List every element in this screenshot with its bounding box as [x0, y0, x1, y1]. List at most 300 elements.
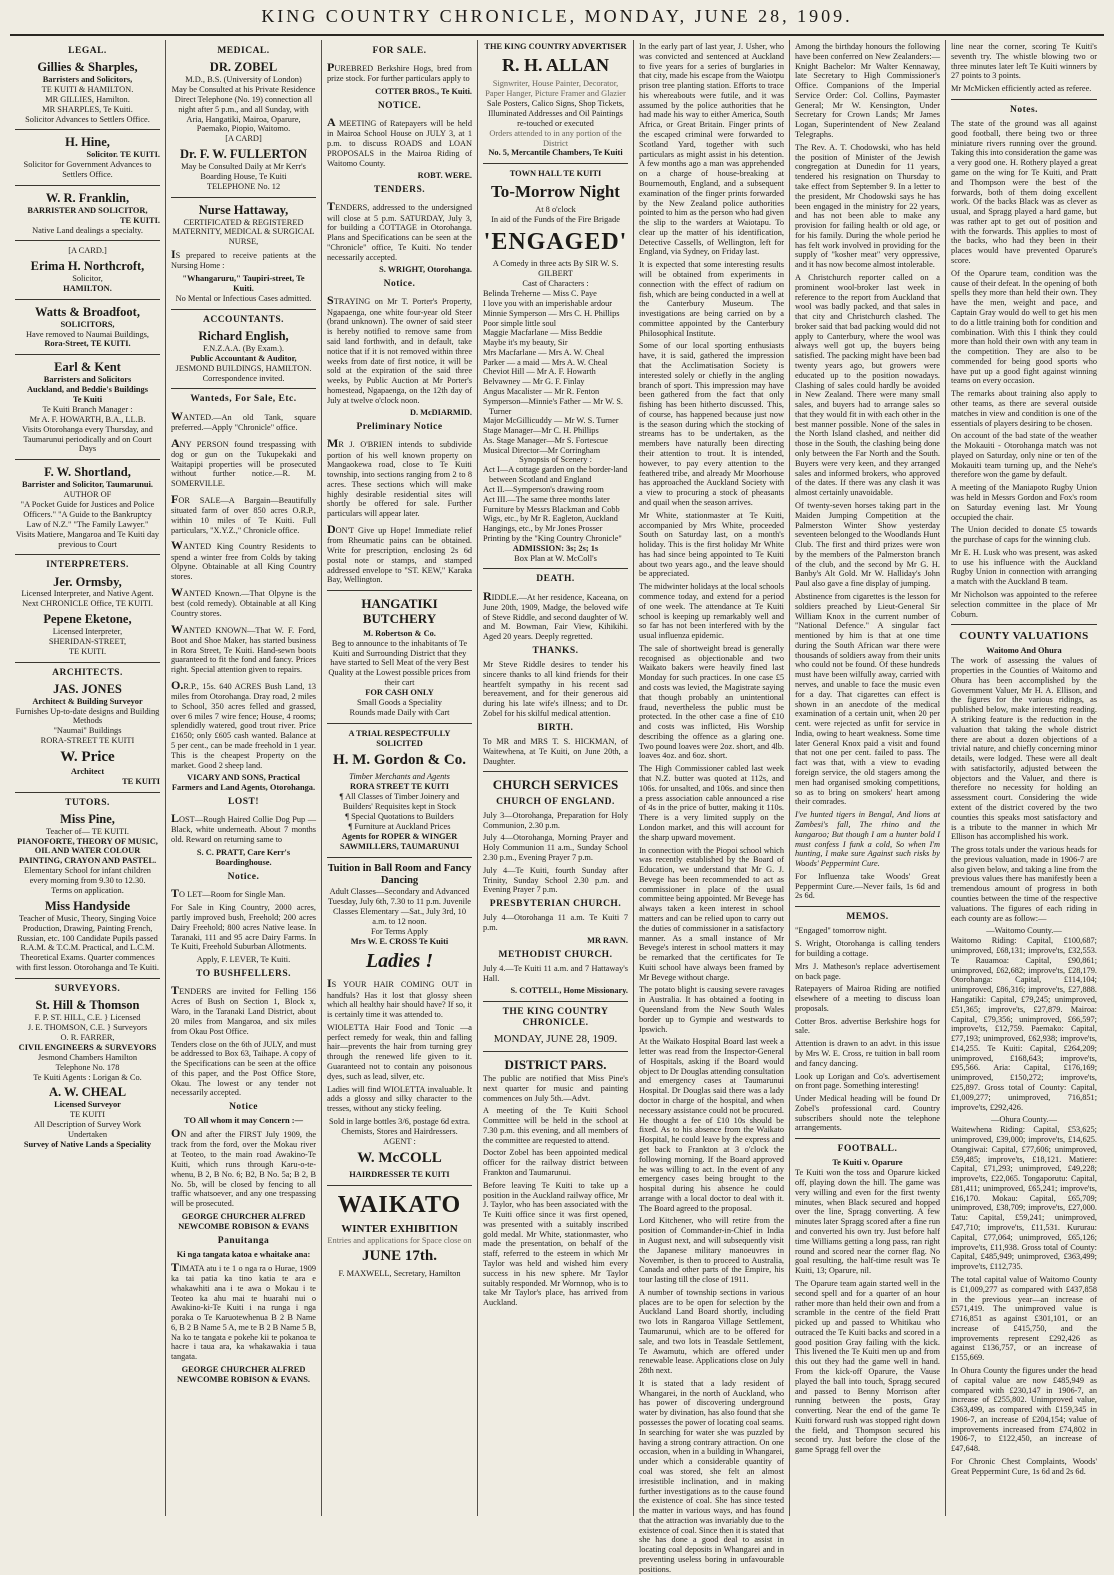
advert-line: For Terms Apply	[371, 927, 428, 937]
advert-name: St. Hill & Thomson	[35, 998, 140, 1013]
divider	[795, 906, 940, 907]
classified-ad: ON and after the FIRST July 1909, the track from the ford, over the Mokau river at Teoteo, to the main road Awakino-Te Kuiti, which runs through Karu-o-te-whenu, B 2, B No. 6; B2, B No. 5a; B 2, B No. 5b, will be closed by fencing to all traffic whatsoever, and any one trespassing will be prosecuted.	[171, 1126, 316, 1209]
classified-ad: O.R.P., 15s. 640 ACRES Bush Land, 13 miles from Otorohanga. Dray road, 2 miles to School, 350 acres felled and grassed, over 6 miles 7 wire fence; House, 4 rooms; splendidly watered, good trout river. Price £1650; only £605 cash wanted. Balance at 5 per cent., can be made freehold in 1 year. This is the cheapest Property on the market. Good 2 sheep land.	[171, 677, 316, 770]
advert-name: Dr. F. W. FULLERTON	[180, 147, 307, 162]
classified-ad: PUREBRED Berkshire Hogs, bred from prize stock. For further particulars apply to	[327, 60, 472, 84]
classified-ad: WANTED KNOWN—That W. F. Ford, Boot and Shoe Maker, has started business in Rora Street, Te Kuiti. Hand-sewn boots guaranteed to fit the fond and fancy. Prices right. Special attention given to repairs.	[171, 621, 316, 675]
news-paragraph: For Chronic Chest Complaints, Woods' Great Peppermint Cure, 1s 6d and 2s 6d.	[951, 1457, 1097, 1476]
divider	[483, 771, 628, 772]
advert-body: IS prepared to receive patients at the Nursing Home :	[171, 247, 316, 271]
advert-name: A. W. CHEAL	[48, 1085, 127, 1100]
advert-line: TELEPHONE No. 12	[206, 181, 281, 191]
news-paragraph: Before leaving Te Kuiti to take up a position in the Auckland railway office, Mr J. Taylor, who has been associated with the Te Kuiti office since it was first opened, was presented with a suitably inscribed gold medal. Mr White, stationmaster, who made the presentation, on behalf of the staff, referred to the esteem in which Mr Taylor was held and wished him every success in his new sphere. Mr Taylor suitably responded. Mr Wornnop, who is to take Mr Taylor's place, has arrived from Auckland.	[483, 1180, 628, 1308]
news-paragraph: On account of the bad state of the weather the Mokauiti - Otorohanga match was not played on Saturday, only nine or ten of the Mokauiti team turning up, and the Nehe's therefore won the game by default.	[951, 431, 1097, 480]
classified-ad: WANTED.—An old Tank, square preferred.—Apply "Chronicle" office.	[171, 408, 316, 432]
advert-line: Adult Classes—Secondary and Advanced Tuesday, July 6th, 7.30 to 11 p.m. Juvenile Classes Elementary —Sat., July 3rd, 10 a.m. to 12 noon.	[327, 887, 472, 927]
divider	[951, 624, 1097, 625]
advert-line: TE KUITI.	[68, 646, 107, 656]
column-legal	[10, 40, 166, 1516]
advert-headline: HANGATIKI BUTCHERY	[361, 596, 438, 627]
advert-body: IS YOUR HAIR COMING OUT in handfuls? Has it lost that glossy sheen which all healthy hair should have? If so, it is certainly time it was attended to.	[327, 976, 472, 1020]
divider	[483, 163, 628, 164]
section-heading: TUTORS.	[65, 797, 110, 808]
divider	[327, 723, 472, 724]
column-news-2	[790, 40, 946, 1516]
advert-line: Public Accountant & Auditor,	[190, 353, 297, 363]
advert-name: F. W. Shortland,	[44, 465, 131, 480]
advert-line: "A Pocket Guide for Justices and Police Officers." "A Guide to the Bankruptcy Law of N.Z." "The Family Lawyer."	[20, 499, 155, 529]
advert-signature: D. McDIARMID.	[410, 408, 472, 418]
advert-line: Teacher of Music, Theory, Singing Voice Production, Drawing, Painting French, Russian, etc. 100 Candidate Pupils passed R.A.M. & T.C.M. Practical, and L.C.M. Theoretical Exams. Quarter commences with first lesson. Otorohanga and Te Kuiti.	[15, 913, 159, 973]
column-sport-valuations	[946, 40, 1102, 1516]
advert-name: Erima H. Northcroft,	[30, 259, 145, 274]
advert-line: F. MAXWELL, Secretary, Hamilton	[338, 1269, 461, 1279]
advert-line: HAIRDRESSER TE KUITI	[349, 1170, 450, 1180]
advert-line: Architect	[70, 766, 105, 776]
advert-line: Entries and applications for Space close on	[327, 1235, 472, 1245]
news-paragraph: In connection with the Piopoi school which was recently established by the Board of Education, we understand that Mr G. J. Bevege has been recommended to act as commissioner in place of the usual committee being appointed. Mr Bevege has always taken a keen interest in school matters and can be relied upon to carry out the duties of commissioner in a satisfactory manner. As a small instance of Mr Bevege's interest in school matters it may be remarked that the certificates for Te Kuiti school have always been framed by Mr Bevege without charge.	[639, 845, 784, 982]
advert-line: Mr A. F. HOWARTH, B.A., LL.B.	[29, 414, 146, 424]
advert-line: GEORGE CHURCHER ALFRED NEWCOMBE ROBISON & EVANS	[178, 1211, 309, 1231]
advert-line: PIANOFORTE, THEORY OF MUSIC, OIL AND WATER COLOUR PAINTING, CRAYON AND PASTEL.	[17, 836, 158, 866]
scenery-list	[483, 465, 628, 543]
news-paragraph: In the early part of last year, J. Usher, who was convicted and sentenced at Auckland to five years for a series of burglaries in that city, made his escape from the Waiotpu prison tree planting station. Efforts to trace his whereabouts were futile, and it was assumed by the police authorities that he had made his way to either America, South Africa, or Great Britain. Finger prints of the escaped criminal were forwarded to Scotland Yard, together with such particulars as might assist in his detention. A few months ago a man was apprehended on a charge of house-breaking at Bournemouth, England, and a subsequent examination of the finger prints forwarded by the New Zealand police authorities pointed to him as the person who had given the slip to the warders at Waiotapu. To clear up the matter of his identification, Detective Cassells, of Wellington, left for England, via Sydney, on Friday last.	[639, 42, 784, 257]
advert-line: TE KUITI	[69, 1110, 106, 1120]
advert-name: Pepene Eketone,	[43, 612, 132, 627]
advert-line: J. E. THOMSON, C.E. } Surveyors	[27, 1023, 148, 1033]
advert-line: ¶ All Classes of Timber Joinery and Builders' Requisites kept in Stock	[339, 792, 460, 812]
advert-line: TO All whom it may Concern :—	[184, 1116, 303, 1126]
advert-line: JESMOND BUILDINGS, HAMILTON.	[175, 363, 312, 373]
advert-line: Auckland, and Beddie's Buildings	[26, 385, 149, 395]
advert-line: At 8 o'clock	[535, 205, 576, 215]
classified-ad: MR J. O'BRIEN intends to subdivide portion of his well known property on Mangaokewa road, close to Te Kuiti township, into sections ranging from 2 to 8 acres. These sections which will make highly desirable residential sites will shortly be offered for sale. Further particulars will appear later.	[327, 436, 472, 519]
divider	[15, 792, 160, 793]
classified-ad: TO LET—Room for Single Man.	[171, 886, 286, 901]
advert-headline: To-Morrow Night	[491, 182, 620, 202]
advert-line: SHERIDAN-STREET,	[48, 636, 127, 646]
news-paragraph: Abstinence from cigarettes is the lesson for soldiers preached by Lieut-General Sir William Knox in the current number of "National Defence." A singular fact mentioned by him is that at one time during the South African war there were thousands of soldiers away from their units who could not be found. Of these hundreds must have been wilfully away, carried with nerves, and unable to face the music even for a day. That cigarettes can effect is shown in an anecdote of the medical examination of a certain unit, when 20 per cent. were rejected as unfit for service in India, owing to heart weakness. Some time later General Knox paid a visit and found that not one per cent. failed to pass. The fact was that, with a view to evading foreign service, the old stagers among the men had organised smoking competitions, so as to bring on smokers' heart among their comrades.	[795, 591, 940, 807]
news-paragraph: The High Commissioner cabled last week that N.Z. butter was quoted at 112s, and 106s. for unsalted, and 106s. and since then a press association cable announced a rise of 4s in the price of butter, making it 110s. There is a very limited supply on the London market, and this will account for the sharp upward movement.	[639, 764, 784, 842]
section-heading: THANKS.	[532, 645, 579, 656]
advert-headline: H. M. Gordon & Co.	[333, 751, 466, 768]
notice-body: July 3—Otorohanga, Preparation for Holy Communion, 2.30 p.m.	[483, 810, 628, 830]
news-paragraph: Mr E. H. Lusk who was present, was asked to use his influence with the Auckland Rugby Union in connection with arranging a match with the Auckland B team.	[951, 547, 1097, 587]
cast-item: Belvawney — Mr G. F. Finlay	[483, 377, 585, 387]
advert-line: Barrister and Solicitor, Taumarunui.	[22, 480, 153, 490]
newspaper-title: THE KING COUNTRY CHRONICLE.	[502, 1007, 609, 1029]
advert-headline: 'ENGAGED'	[483, 229, 628, 256]
advert-line: SOLICITORS,	[60, 319, 115, 329]
advert-line: AGENT :	[383, 1136, 416, 1146]
section-heading: Notice.	[227, 871, 260, 882]
advert-line: No Mental or Infectious Cases admitted.	[175, 293, 312, 303]
news-paragraph: Lord Kitchener, who will retire from the position of Commander-in-Chief in India in August next, and will subsequently visit the Japanese military manoeuvres in November, is then to proceed to Australia, Canada and other parts of the Empire, his tour lasting till the close of 1911.	[639, 1216, 784, 1285]
news-paragraph: A Christchurch reporter called on a prominent wool-broker last week in reference to the report from Auckland that wool was badly packed, and that sales in that city and Christchurch clashed. The broker said that bad packing would did not apply to Canterbury, where the wool was always well got up, the buyers being satisfied. The packing might have been bad twenty years ago, but growers were educated up to the position nowadays. Clashing of sales could hardly be avoided in New Zealand. There were many small sales, and buyers had to arrange sales so that they would fit in with each other in the best manner possible. None of the sales in the North Island clashed, and neither did those in the South, the clashing being done only between the Far North and the South. Buyers were very keen, and they arranged sales and informed brokers, who approved of the dates. If there was any clash it was almost certainly unavoidable.	[795, 272, 940, 498]
advert-name: Richard English,	[198, 329, 289, 344]
section-heading: Wanteds, For Sale, Etc.	[190, 394, 297, 405]
notice-body: July 4—Otorohanga 11 a.m. Te Kuiti 7 p.m.	[483, 913, 628, 933]
county-heading: —Waitomo County.—	[986, 926, 1062, 936]
news-paragraph: The Union decided to donate £5 towards the purchase of caps for the winning club.	[951, 525, 1097, 545]
advert-line: [A CARD]	[225, 134, 262, 144]
notice-body: July 4—Otorohanga, Morning Prayer and Holy Communion 11 a.m., Sunday School 2.30 p.m., Evening Prayer 7 p.m.	[483, 833, 628, 863]
classified-ad: DON'T Give up Hope! Immediate relief from Rheumatic pains can be obtained. Write for prescription, enclosing 2s 6d postal note or stamps, and stamped addressed envelope to "ST. KEW," Karaka Bay, Wellington.	[327, 522, 472, 585]
advert-line: Small Goods a Speciality	[357, 698, 442, 708]
advert-line: RORA STREET TE KUITI	[349, 782, 450, 792]
news-paragraph: The Oparure team again started well in the second spell and for a quarter of an hour rather more than held their own and from a scramble in the centre of the field Pratt picked up and passed to Whitikau who outraced the Te Kuiti backs and scored in a good position Gray failing with the kick. This livened the Te Kuiti men up and from this out they had the game well in hand. From the kick-off Oparure, the Vause played the ball into touch, Spragg secured and passed to Benny Morrison after running between the posts, Gray converting. Near the end of the game Te Kuiti forward rush was stopped right down the field, and Thompson secured his second try. Just before the close of the game Spragg fell over the	[795, 1278, 940, 1455]
advert-signature: ROBT. WERE.	[417, 171, 472, 181]
advert-line: May be Consulted Daily at Mr Kerr's Boarding House, Te Kuiti	[181, 162, 306, 181]
advert-line: Architect & Building Surveyor	[32, 696, 143, 706]
memo-item: Cotter Bros. advertise Berkshire hogs for sale.	[795, 1016, 940, 1036]
notice-body: To MR and MRS T. S. HICKMAN, of Waitewhena, at Te Kuiti, on June 20th, a Daughter.	[483, 737, 628, 766]
advert-signature: S. COTTELL, Home Missionary.	[510, 986, 628, 996]
column-medical	[166, 40, 322, 1516]
advert-line: O. R. FARRER,	[60, 1032, 115, 1042]
cast-item: Mrs Macfarlane — Mrs A. W. Cheal	[483, 347, 605, 357]
advert-name: Nurse Hattaway,	[198, 202, 289, 217]
advert-line: THE KING COUNTRY ADVERTISER	[484, 42, 627, 51]
news-paragraph: It is expected that some interesting results will be obtained from experiments in connection with the effect of radium on fish, which are being conducted in a well at the Canterbury Museum. The investigations are being carried on by a committee appointed by the Canterbury Philosophical Institute.	[639, 260, 784, 338]
news-paragraph: It is stated that a lady resident of Whangarei, in the north of Auckland, who has power of discovering underground water by divination, has also found that she possesses the power of locating coal seams. In searching for water she was puzzled by having a strong contrary attraction. On one occasion, when in a building in Whangarei, under which a considerable quantity of coal was stored, she felt an almost irresistible inclination, and in making further investigations as to the cause found the existence of coal. She has since tested the matter in various ways, and has found that the attraction was invariably due to the existence of coal. Since then it is stated that she has done a good deal to assist in locating coal deposits in Whangarei and in preventing useless boring in unfavourable positions.	[639, 1378, 784, 1574]
divider	[15, 354, 160, 355]
news-paragraph: Doctor Zobel has been appointed medical officer for the railway district between Frankton and Taumarunui.	[483, 1148, 628, 1177]
section-heading: NOTICE.	[377, 100, 422, 111]
column-notices	[322, 40, 478, 1516]
notice-body: July 4.—Te Kuiti 11 a.m. and 7 Hattaway's Hall.	[483, 963, 628, 983]
classified-ad: TENDERS, addressed to the undersigned will close at 5 p.m. SATURDAY, July 3, for building a COTTAGE in Otorohanga. Plans and Specifications can be seen at the "Chronicle" office, Te Kuiti. No tender necessarily accepted.	[327, 199, 472, 262]
advert-line: Orders attended to in any portion of the District	[489, 128, 622, 148]
section-heading: COUNTY VALUATIONS	[959, 630, 1089, 643]
news-paragraph: line near the corner, scoring Te Kuiti's seventh try. The whistle blowing two or three minutes later left Te Kuiti winners by 27 points to 3 points.	[951, 42, 1097, 81]
masthead: KING COUNTRY CHRONICLE, MONDAY, JUNE 28, 1909.	[10, 6, 1104, 36]
cast-item: Poor simple little soul	[483, 318, 557, 328]
classified-ad: WANTED Known.—That Olpyne is the best (cold remedy). Obtainable at all King Country stores.	[171, 584, 316, 618]
advert-name: H. Hine,	[65, 135, 110, 150]
advert-line: TE KUITI & HAMILTON.	[41, 84, 134, 94]
advert-headline: Tuition in Ball Room and Fancy Dancing	[327, 862, 472, 887]
divider	[483, 1001, 628, 1002]
advert-line: Visits Matiere, Mangaroa and Te Kuiti day previous to Court	[15, 529, 160, 549]
advert-headline: JUNE 17th.	[361, 1248, 437, 1265]
news-paragraph: Mr Nicholson was appointed to the referee selection committee in the place of Mr Coburn.	[951, 590, 1097, 619]
advert-line: Rora-Street, TE KUITI.	[44, 339, 131, 349]
news-paragraph: In Ohura County the figures under the head of capital value are now £485,949 as compared with £230,147 in 1906-7, an increase of £255,802. Unimproved value, £363,499, as compared with £159,345 in 1906-7, an increase of £204,154; value of improvements increased from £74,802 in 1906-7, to £122,450, an increase of £47,648.	[951, 1365, 1097, 1454]
advert-line: Jesmond Chambers Hamilton	[37, 1052, 138, 1062]
advert-line: Visits Otorohanga every Thursday, and Taumarunui periodically and on Court Days	[22, 424, 153, 454]
advert-line: CIVIL ENGINEERS & SURVEYORS	[18, 1042, 157, 1052]
divider	[327, 590, 472, 591]
advert-line: Synopsis of Scenery :	[519, 455, 592, 465]
classified-ad: A MEETING of Ratepayers will be held in Mairoa School House on JULY 3, at 1 p.m. to discuss ROADS and LOAN PROPOSALS in the Mairoa Riding of Waitomo County.	[327, 115, 472, 168]
section-heading: CHURCH OF ENGLAND.	[496, 796, 615, 807]
notice-body: Mr Steve Riddle desires to tender his sincere thanks to all kind friends for their heartfelt sympathy in his recent sad bereavement, and for their generous aid during his late wife's illness; and to Dr. Zobel for his skilful medical attention.	[483, 660, 628, 719]
scenery-item: Furniture by Messrs Blackman and Cobb	[483, 504, 620, 514]
advert-line: VICARY AND SONS, Practical Farmers and Land Agents, Otorohanga.	[171, 773, 316, 793]
news-paragraph: The potato blight is causing severe ravages in Australia. It has obtained a footing in Queensland from the New South Wales border up to Gympie and westwards to Ipswich.	[639, 985, 784, 1034]
scenery-item: Act I—A cottage garden on the border-land between Scotland and England	[483, 465, 628, 485]
advert-line: MR GILLIES, Hamilton.	[45, 94, 130, 104]
section-heading: FOR SALE.	[372, 46, 427, 56]
advert-line: FOR CASH ONLY	[365, 688, 434, 698]
section-heading: LEGAL.	[68, 46, 107, 56]
section-heading: CHURCH SERVICES	[492, 777, 619, 793]
cast-item: I love you with an imperishable ardour	[483, 298, 613, 308]
valuation-figures: Waitomo Riding: Capital, £100,687; unimproved, £68,131; improve'ts, £32,553. Te Rauamoa: Capital, £90,861; unimproved, £62,682; improve'ts, £28,179. Otorohanga: Capital, £114,104; unimproved, £86,316; improve'ts, £27,888. Hangatiki: Capital, £79,245; unimproved, £51,365; improve'ts, £27,879. Mairoa: Capital, £79,356; unimproved, £66,597; improve'ts, £12,759. Paemako: Capital, £77,193; unimproved, £62,938; improve'ts, £14,255. Te Kuiti: Capital, £264,209; unimproved, £168,643; improve'ts, £95,566. Aria: Capital, £176,169; unimproved, £150,272; improve'ts, £25,897. Gross total of County: Capital, £1,009,277; unimproved, 716,851; improve'ts, £292,426.	[951, 936, 1097, 1112]
news-paragraph: The total capital value of Waitomo County is £1,009,277 as compared with £437,858 in the previous year—an increase of £571,419. The unimproved value is £716,851 as against £301,101, or an increase of £415,750, and the improvements represent £292,426 as against £136,757, or an increase of £155,669.	[951, 1274, 1097, 1363]
advert-line: Sale Posters, Calico Signs, Shop Tickets, Illuminated Addresses and Oil Paintings re-touched or executed	[486, 98, 625, 128]
column-advertiser	[478, 40, 634, 1516]
county-heading: —Ohura County.—	[991, 1115, 1057, 1125]
advert-line: F. P. ST. HILL, C.E. } Licensed	[34, 1013, 141, 1023]
advert-name: Earl & Kent	[54, 360, 121, 375]
article-subheading: Waitomo And Ohura	[986, 646, 1062, 656]
advert-line: Survey of Native Lands a Speciality	[23, 1139, 152, 1149]
cast-item: Stage Manager—Mr C. H. Phillips	[483, 426, 599, 436]
notice-body: RIDDLE.—At her residence, Kaceana, on June 20th, 1909, Madge, the beloved wife of Steve Riddle, and second daughter of W. and M. Bowman, Fair View, Kihikihi. Aged 20 years. Deeply regretted.	[483, 588, 628, 642]
advert-line: M.D., B.S. (University of London)	[185, 74, 302, 84]
news-paragraph: The Rev. A. T. Chodowski, who has held the position of Minister of the Jewish congregation at Dunedin for 11 years, tendered his resignation on Thursday to take effect from September 9. In a letter to the president, Mr Chodowski says he has been engaged in the ministry for 22 years, and has not been able to make any provision for failing health or old age, or for his family. During the whole period he has felt work involved in providing for the supply of "kosher meat" very oppressive, and it has now become almost intolerable.	[795, 142, 940, 270]
advert-line: Native Land dealings a specialty.	[32, 225, 143, 235]
advert-line: Licensed Interpreter, and Native Agent.	[21, 589, 154, 599]
memo-item: Attention is drawn to an advt. in this issue by Mrs W. E. Cross, re tuition in ball room and fancy dancing.	[795, 1039, 940, 1068]
advert-name: Miss Handyside	[44, 898, 131, 913]
classified-ad: TIMATA atu i te 1 o nga ra o Hurae, 1909 ka tai patia ka tino katia te ara e whakawhiti ana i te awa o Mokau i te Teoteo ka ahu mai te huarahi nui o Awakino-ki-Te Kuiti i na runga i nga poraka o Te Karuotewhenua B 2 B Name 6, B 2 B Name 5 A, me te B 2 B Name 5 B, Na ko te tangata e pokehe kii te pokanoa te hacre i taua ara, ka whakawakia i taua tangata.	[171, 1259, 316, 1362]
memo-item: Under Medical heading will be found Dr Zobel's professional card. Country subscribers should note the telephone arrangements.	[795, 1094, 940, 1133]
advert-line: S. C. PRATT, Care Kerr's Boardinghouse.	[196, 848, 291, 867]
cast-item: Minnie Symperson — Mrs C. H. Phillips	[483, 308, 620, 318]
advert-line: RORA-STREET TE KUITI	[40, 736, 135, 746]
advert-line: Te Kuiti Branch Manager :	[42, 404, 133, 414]
advert-line: Correspondence invited.	[202, 373, 285, 383]
cast-item: Cheviot Hill — Mr A. F. Howarth	[483, 367, 596, 377]
advert-line: Teacher of— TE KUITI.	[46, 826, 129, 836]
cast-item: Angus Macalister — Mr R. Fenton	[483, 387, 600, 396]
advert-line: Telephone No. 178	[55, 1062, 120, 1072]
divider	[15, 240, 160, 241]
scenery-item: Printing by the "King Country Chronicle"	[483, 533, 622, 543]
cast-item: Major McGillicuddy — Mr W. S. Turner	[483, 416, 619, 426]
advert-line: Signwriter, House Painter, Decorator, Paper Hanger, Picture Framer and Glazier	[485, 79, 626, 99]
news-paragraph: The sale of shortweight bread is generally recognised as objectionable and two Waikato bakers were heavily fined last Monday for such practices. In one case £5 and costs was levied, the Magistrate saying that though probably an unintentional fraud, nevertheless the public must be protected. In the other case a fine of £10 and costs was inflicted, His Worship describing the offence as a glaring one. Two pound loaves were 2oz. short, and 4lb. loaves 4oz. and 6oz. short.	[639, 643, 784, 761]
section-heading: BIRTH.	[537, 722, 574, 733]
divider	[327, 857, 472, 858]
classified-ad: TENDERS are invited for Felling 156 Acres of Bush on Section 1, Block x, Waro, in the Taranaki Land District, about 20 miles from Mangaroa, and six miles from Okau Post Office.	[171, 983, 316, 1036]
advert-body: Ladies will find WIOLETTA invaluable. It adds a glossy and silky character to the tresses, without any sticky feeling.	[327, 1084, 472, 1114]
classified-ad: FOR SALE—A Bargain—Beautifully situated farm of over 850 acres O.R.P., within 10 miles of Te Kuiti. Full particulars, "X.Y.Z.," Chronicle office.	[171, 491, 316, 535]
advert-line: "Naumai" Buildings	[53, 726, 122, 736]
news-paragraph: The public are notified that Miss Pine's next quarter for music and painting commences on July 5th.—Advt.	[483, 1073, 628, 1103]
news-paragraph: Among the birthday honours the following have been conferred on New Zealanders:—Knight Bachelor: Mr Walter Kennaway, late Secretary to High Commissioner's Office. Companions of the Imperial Service Order: Col. Collins, Paymaster General; Mr W. Kensington, Under Secretary for Crown Lands; Mr James Logan, Superintendent of New Zealand Telegraphs.	[795, 42, 940, 140]
memo-item: Look up Lorigan and Co's. advertisement on front page. Something interesting!	[795, 1071, 940, 1091]
memo-item: Mrs J. Matheson's replace advertisement on back page.	[795, 961, 940, 981]
section-heading: TENDERS.	[373, 185, 426, 196]
cast-item: Belinda Treherne — Miss C. Paye	[483, 289, 597, 299]
section-heading: LOST!	[227, 797, 259, 808]
advert-line: Apply, F. LEVER, Te Kuiti.	[196, 955, 291, 965]
advert-line: Te Kuiti	[72, 394, 103, 404]
advert-body: WIOLETTA Hair Food and Tonic —a perfect remedy for weak, thin and falling hair—prevents the hair from turning grey through the renewed life given to it. Guaranteed not to contain any poisonous dyes, such as lead, silver, etc.	[327, 1022, 472, 1081]
advert-name: JAS. JONES	[53, 681, 122, 696]
advert-headline: Ladies !	[365, 949, 434, 972]
advert-line: TOWN HALL TE KUITI	[509, 169, 602, 179]
advert-line: Have removed to Naumai Buildings,	[25, 329, 150, 339]
columns	[10, 40, 1104, 1574]
news-paragraph: Mr White, stationmaster at Te Kuiti, accompanied by Mrs White, proceeded South on Saturday last, on a month's holiday. This is the first holiday Mr White has had since being appointed to Te Kuiti about two years ago., and the leave should be appreciated.	[639, 510, 784, 579]
cast-item: Parker — a maid — Mrs A. W. Cheal	[483, 357, 608, 367]
advert-line: Sold in large bottles 3/6, postage 6d extra. Chemists, Stores and Hairdressers.	[328, 1116, 471, 1136]
memo-item: "Engaged" tomorrow night.	[795, 926, 887, 936]
match-heading: Te Kuiti v. Oparure	[832, 1158, 903, 1168]
news-paragraph: Mr McMicken efficiently acted as referee.	[951, 84, 1092, 94]
news-paragraph: Of the Oparure team, condition was the cause of their defeat. In the opening of both spells they more than held their own. They have the men, weight and pace, and Captain Gray would do well to get his men to do a little training both for condition and combination. With this I think they could more than hold their own with any team in the competition. They are also to be commended for being good sports who have put up a good fight against winning teams on every occasion.	[951, 268, 1097, 386]
news-paragraph: For Influenza take Woods' Great Peppermint Cure.—Never fails, 1s 6d and 2s 6d.	[795, 871, 940, 901]
advert-line: May be Consulted at his Private Residence	[171, 84, 316, 94]
advert-name: W. Price	[60, 749, 115, 766]
advert-line: Next CHRONICLE Office, TE KUITI.	[22, 599, 153, 609]
advert-line: ¶ Furniture at Auckland Prices	[348, 821, 451, 831]
divider	[483, 568, 628, 569]
section-heading: Panuitanga	[217, 1235, 270, 1246]
advert-headline: R. H. ALLAN	[501, 54, 609, 75]
advert-headline: W. McCOLL	[357, 1149, 442, 1166]
advert-name: Watts & Broadfoot,	[35, 304, 140, 319]
advert-line: HAMILTON.	[63, 283, 112, 293]
news-paragraph: At the Waikato Hospital Board last week a letter was read from the Inspector-General of Hospitals, asking if the Board would object to Dr Douglas attending consultation and emergency cases at Taumarunui Hospital. Dr Douglas said there was a lady doctor in charge of the hospital, and when necessary assistance could not be procured. He thought a fee of £10 10s should be fixed. As to his absence from the Waikato Hospital, he could leave by the express and get back to Frankton at 3 o'clock the following morning. If the Board approved he was willing to act. In the event of any emergency cases being brought to the hospital during his absence he could arrange with a local doctor to deal with it. The Board agreed to the proposal.	[639, 1037, 784, 1213]
advert-line: ADMISSION: 3s; 2s; 1s	[512, 543, 599, 553]
divider	[15, 129, 160, 130]
classified-ad: For Sale in King Country, 2000 acres, partly improved bush, Freehold; 200 acres Dairy Freehold; 800 acres Native lease. In Taranaki, 111 and 95 acre Dairy Farms. In Te Kuiti, Freehold Suburban Allotments.	[171, 903, 316, 952]
advert-line: No. 5, Mercantile Chambers, Te Kuiti	[488, 148, 623, 158]
section-heading: Preliminary Notice	[356, 422, 443, 433]
scenery-item: Wigs, etc., by Mr R. Eagleton, Auckland	[483, 514, 618, 524]
divider	[171, 309, 316, 310]
section-heading: Notes.	[1009, 104, 1039, 115]
advert-line: WINTER EXHIBITION	[341, 1222, 458, 1235]
valuation-figures: Waitewhena Riding: Capital, £53,625; unimproved, £39,000; improve'ts, £14,625. Otangiwai: Capital, £77,606; unimproved, £59,485; improve'ts, £18,121. Matiere: Capital, £71,293; unimproved, £49,228; improve'ts, £22,065. Tongaporutu: Capital, £81,411; unimproved, £65,241; improve'ts, £16,170. Mokau: Capital, £65,709; unimproved, £38,709; improve'ts, £27,000. Tatu: Capital, £59,241; unimproved, £47,710; improve'ts, £11,531. Kururau: Capital, £77,064; unimproved, £65,126; improve'ts, £11,938. Gross total of County: Capital, £485,949; unimproved, £363,499; improve'ts, £112,735.	[951, 1125, 1097, 1272]
section-heading: ACCOUNTANTS.	[202, 314, 285, 325]
section-heading: FOOTBALL.	[837, 1144, 898, 1155]
divider	[795, 1138, 940, 1139]
scenery-item: Act III.—The same three months later	[483, 494, 610, 504]
news-paragraph: A number of township sections in various places are to be open for selection by the Auckland Land Board shortly, including two lots in Rangaroa Village Settlement, Taumarunui, which are to be offered for sale, and two lots in Teasdale Settlement, Te Awamutu, which are offered under renewable lease. Applications close on July 28th next.	[639, 1287, 784, 1376]
advert-line: Barristers and Solicitors	[43, 375, 132, 385]
advert-line: Agents for ROPER & WINGER SAWMILLERS, TAUMARUNUI	[339, 831, 460, 851]
divider	[15, 662, 160, 663]
advert-line: Terms on application.	[51, 886, 124, 896]
news-paragraph: Of twenty-seven horses taking part in the Maiden Jumping Competition at the Palmerston Winter Show yesterday seventeen belonged to the Woodlands Hunt Club. The first and third prizes were won by the members of the Palmerston branch of the club, and the second by Mr G. H. Banby's Alt Gold. Mr W. Halliday's John Paul also gave a fine display of jumping.	[795, 500, 940, 589]
section-heading: INTERPRETERS.	[46, 560, 129, 571]
advert-name: DR. ZOBEL	[209, 60, 278, 75]
advert-line: ¶ Special Quotations to Builders	[345, 812, 454, 822]
advert-signature: S. WRIGHT, Otorohanga.	[379, 265, 472, 275]
advert-line: Box Plan at W. McColl's	[514, 553, 597, 563]
advert-line: CERTIFICATED & REGISTERED MATERNITY, MEDICAL & SURGICAL NURSE,	[172, 217, 315, 247]
cast-item: Symperson—Minnie's Father — Mr W. S. Turner	[483, 396, 624, 416]
section-heading: DISTRICT PARS.	[504, 1056, 607, 1072]
advert-line: Solicitor for Government Advances to Settlers Office.	[23, 160, 152, 180]
news-paragraph: The work of assessing the values of properties in the Counties of Waitomo and Ohura has been accomplished by the Government Valuer, Mr H. A. Ellison, and the figures for the various ridings, as published below, make interesting reading. A striking feature is the reduction in the valuation that taking the whole district there are about a dozen objections of a trivial nature, and chiefly concerning minor details, were lodged. These were all dealt with satisfactorily, adjusted between the objectors and the Valuer, and there is therefore no necessity for holding an assessment court. Considering the wide extent of the district covered by the two counties this speaks most satisfactory and is a tribute to the manner in which Mr Ellison has accomplished his work.	[951, 656, 1097, 842]
news-paragraph: A meeting of the Maniapoto Rugby Union was held in Messrs Gordon and Fox's room on Saturday evening last. Mr Young occupied the chair.	[951, 483, 1097, 522]
news-paragraph: The gross totals under the various heads for the previous valuation, made in 1906-7 are also given below, and taking a line from the previous values there has manifestly been a tremendous amount of progress in both counties between the time of the respective valuations. The figures of each riding in each county are as follow:—	[951, 845, 1097, 923]
advert-line: BARRISTER AND SOLICITOR,	[27, 205, 148, 215]
divider	[15, 978, 160, 979]
advert-line: Solicitor. TE KUITI.	[86, 150, 160, 160]
advert-line: TE KUITI	[122, 776, 160, 786]
section-heading: MEMOS.	[846, 912, 889, 923]
advert-line: Ki nga tangata katoa e whaitake ana:	[176, 1249, 311, 1259]
advert-line: Furnishes Up-to-date designs and Building Methods	[15, 706, 160, 726]
section-heading: MEDICAL.	[217, 46, 270, 56]
advert-line: Mrs W. E. CROSS Te Kuiti	[350, 936, 449, 946]
advert-line: Cast of Characters :	[522, 279, 589, 289]
section-heading: DEATH.	[536, 574, 575, 585]
advert-line: Licensed Interpreter,	[52, 626, 123, 636]
advert-line: AUTHOR OF	[63, 490, 112, 500]
divider	[171, 388, 316, 389]
classified-ad: WANTED King Country Residents to spend a winter free from Colds by taking Olpyne. Obtainable at all King Country stores.	[171, 538, 316, 582]
classified-ad: Tenders close on the 6th of JULY, and must be addressed to Box 63, Taihape. A copy of the Specifications can be seen at the office of this paper, and the Post Office Store, Okau. The lowest or any tender not necessarily accepted.	[171, 1039, 316, 1098]
section-heading: METHODIST CHURCH.	[498, 949, 613, 960]
poem: I've hunted tigers in Bengal, And lions at Zambesi's fall, The rhino and the kangaroo; But though I am a hunter bold I must confess I funk a cold, So when I'm hunting, I make sure Against such risks by Woods' Peppermint Cure.	[795, 810, 940, 869]
advert-line: Barristers and Solicitors,	[42, 74, 133, 84]
cast-item: Musical Director—Mr Corringham	[483, 445, 601, 455]
notice-body: July 4—Te Kuiti, fourth Sunday after Trinity, Sunday School 2.30 p.m. and Evening Prayer 7 p.m.	[483, 865, 628, 895]
divider	[483, 1051, 628, 1052]
cast-item: Maybe it's my beauty, Sir	[483, 338, 568, 348]
advert-line: Solicitor Advances to Settlers Office.	[25, 114, 150, 124]
advert-line: A TRIAL RESPECTFULLY SOLICITED	[348, 728, 451, 748]
section-heading: Notice	[229, 1102, 258, 1113]
divider	[171, 197, 316, 198]
scenery-item: Hangings, etc., by Mr Jones Prosser	[483, 524, 603, 534]
advert-line: Solicitor,	[72, 274, 103, 284]
cast-item: Maggie Macfarlane — Miss Beddie	[483, 328, 603, 338]
news-paragraph: Some of our local sporting enthusiasts have, it is said, gathered the impression that the Acclimatisation Society is interested solely or chiefly in the angling branch of sport. This impression may have been gathered from the fact that only fishing has been hitherto discussed. This, of course, has happened because just now is the season during which the stocking of streams has to be undertaken, as the members have naturally been directing their attention to trout. It is intended, however, to pay every attention to the feathered tribe, and already Mr Moorhouse has approached the Auckland Society with a view to procuring a stock of pheasants and quail when the season arrives.	[639, 341, 784, 507]
advert-line: F.N.Z.A.A. (By Exam.).	[203, 343, 284, 353]
advert-line: Timber Merchants and Agents	[349, 772, 450, 782]
news-paragraph: The state of the ground was all against good football, there being two or three miniature rivers running over the ground. Taking this into consideration the game was a very good one. H. Rothery played a great game on the wing for Te Kuiti, and Pratt and Thompson were the best of the forwards, both of them doing excellent work. Of the backs Black was as clever as usual, and Spragg played a hard game, but was rather apt to get out of position and with the forwards. This applies to most of the backs, who had they been in their places would have prevented Oparure's score.	[951, 119, 1097, 266]
advert-line: [A CARD.]	[68, 246, 107, 256]
advert-line: All Description of Survey Work Undertaken	[33, 1120, 142, 1139]
advert-line: A Comedy in three acts By SIR W. S. GILBERT	[492, 259, 619, 279]
advert-line: TE KUITI.	[119, 215, 160, 225]
advert-name: Gillies & Sharples,	[37, 60, 138, 75]
news-paragraph: The midwinter holidays at the local schools commence today, and extend for a period of one week. The attendance at Te Kuiti school is keeping up remarkably well and so far has not been interfered with by the usual influenza epidemic.	[639, 582, 784, 641]
section-heading: PRESBYTERIAN CHURCH.	[489, 899, 622, 910]
advert-line: MR SHARPLES, Te Kuiti.	[42, 104, 133, 114]
memo-item: S. Wright, Otorohanga is calling tenders for building a cottage.	[795, 939, 940, 958]
news-paragraph: The remarks about training also apply to other teams, as there are several outside matches in view and condition is one of the essentials of players desiring to be chosen.	[951, 389, 1097, 428]
classified-ad: STRAYING on Mr T. Porter's Property, Ngapaenga, one white four-year old Steer (brand unknown). The owner of said steer is hereby notified to remove same from said land forthwith, and in default, take notice that if it is not removed within three weeks from date of first notice, it will be sold at the expiration of the said three weeks, by Public Auction at Mr Porter's homestead, Ngapaenga, on the 12th day of July at twelve o'clock noon.	[327, 293, 472, 405]
advert-name: W. R. Franklin,	[45, 190, 130, 205]
divider	[327, 1185, 472, 1186]
advert-line: Licensed Surveyor	[54, 1100, 121, 1110]
advert-signature: COTTER BROS., Te Kuiti.	[375, 87, 472, 97]
divider	[951, 99, 1097, 100]
scenery-item: Act II.—Symperson's drawing room	[483, 484, 604, 494]
section-heading: TO BUSHFELLERS.	[196, 969, 291, 980]
advert-name: Jer. Ormsby,	[53, 574, 122, 589]
section-heading: ARCHITECTS.	[52, 667, 123, 678]
advert-line: GEORGE CHURCHER ALFRED NEWCOMBE ROBISON & EVANS.	[177, 1365, 310, 1384]
issue-date: MONDAY, JUNE 28, 1909.	[493, 1032, 618, 1045]
section-heading: Notice.	[383, 279, 416, 290]
advert-line: "Whangaruru," Taupiri-street, Te Kuiti.	[182, 274, 305, 294]
section-heading: SURVEYORS.	[54, 984, 121, 995]
classified-ad: LOST—Rough Haired Collie Dog Pup —Black, white underneath. About 7 months old. Reward on returning same to	[171, 811, 316, 845]
